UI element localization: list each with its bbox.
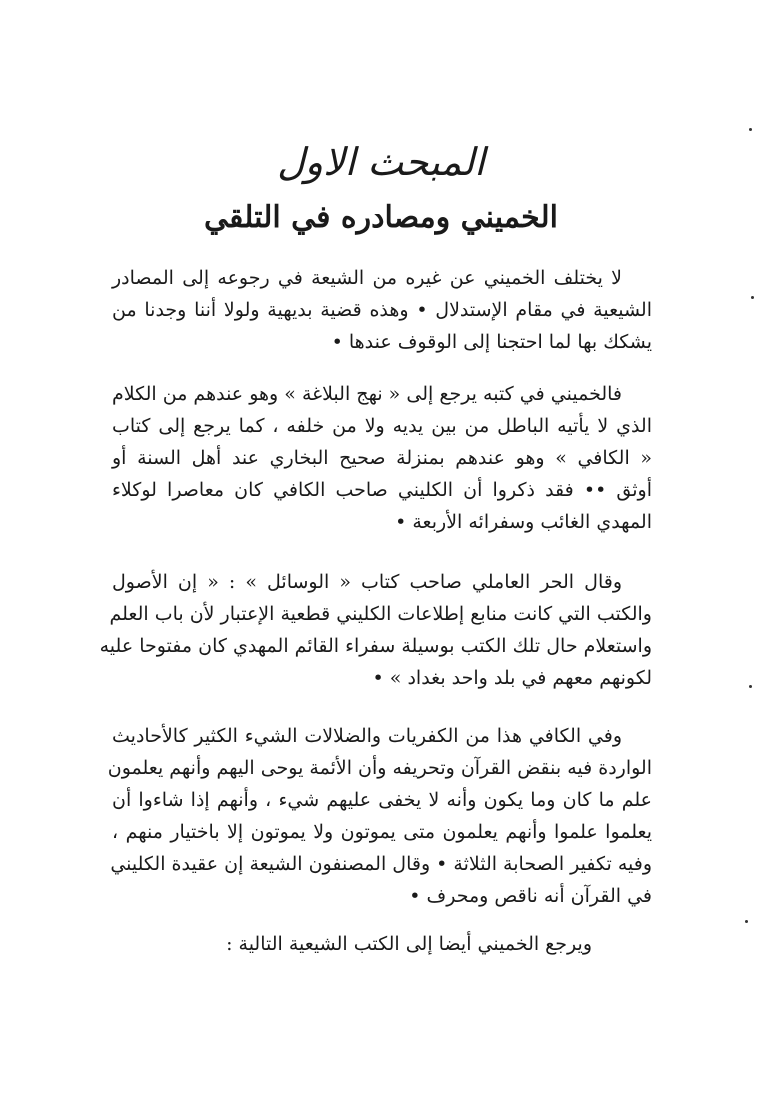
paragraph-line: أوثق •• فقد ذكروا أن الكليني صاحب الكافي كان معاصرا لوكلاء	[112, 479, 652, 501]
paragraph-line: لا يختلف الخميني عن غيره من الشيعة في رجوعه إلى المصادر	[112, 267, 622, 289]
paragraph-2	[112, 378, 652, 538]
paragraph-line: وقال الحر العاملي صاحب كتاب « الوسائل » : « إن الأصول	[112, 571, 622, 593]
paragraph-line: علم ما كان وما يكون وأنه لا يخفى عليهم شيء ، وأنهم إذا شاءوا أن	[112, 789, 652, 811]
scan-speck	[749, 685, 752, 688]
paragraph-line: فالخميني في كتبه يرجع إلى « نهج البلاغة » وهو عندهم من الكلام	[112, 383, 622, 405]
paragraph-line: الشيعية في مقام الإستدلال • وهذه قضية بديهية ولولا أننا وجدنا من	[112, 299, 652, 321]
paragraph-line: « الكافي » وهو عندهم بمنزلة صحيح البخاري عند أهل السنة أو	[112, 447, 652, 469]
scan-speck	[751, 296, 754, 299]
scan-speck	[745, 920, 748, 923]
paragraph-line: لكونهم معهم في بلد واحد بغداد » •	[372, 667, 652, 689]
paragraph-line: والكتب التي كانت منابع إطلاعات الكليني قطعية الإعتبار لأن باب العلم	[109, 603, 652, 625]
scan-speck	[749, 128, 752, 131]
paragraph-line: في القرآن أنه ناقص ومحرف •	[409, 885, 652, 907]
paragraph-line: وفي الكافي هذا من الكفريات والضلالات الشيء الكثير كالأحاديث	[112, 725, 622, 747]
paragraph-line: ويرجع الخميني أيضا إلى الكتب الشيعية التالية :	[226, 933, 592, 955]
paragraph-line: واستعلام حال تلك الكتب بوسيلة سفراء القائم المهدي كان مفتوحا عليه	[99, 635, 652, 657]
paragraph-4	[107, 720, 652, 912]
paragraph-line: يشكك بها لما احتجنا إلى الوقوف عندها •	[331, 331, 652, 353]
paragraph-line: الذي لا يأتيه الباطل من بين يديه ولا من خلفه ، كما يرجع إلى كتاب	[112, 415, 652, 437]
section-title: الخميني ومصادره في التلقي	[204, 200, 558, 235]
paragraph-1	[112, 262, 652, 358]
paragraph-line: المهدي الغائب وسفرائه الأربعة •	[395, 511, 652, 533]
paragraph-5	[82, 928, 622, 960]
paragraph-line: الواردة فيه بنقض القرآن وتحريفه وأن الأئمة يوحى اليهم وأنهم يعلمون	[107, 757, 652, 779]
paragraph-line: يعلموا علموا وأنهم يعلمون متى يموتون ولا يموتون إلا باختيار منهم ،	[112, 821, 652, 843]
paragraph-line: وفيه تكفير الصحابة الثلاثة • وقال المصنفون الشيعة إن عقيدة الكليني	[110, 853, 652, 875]
paragraph-3	[99, 566, 652, 694]
chapter-heading: المبحث الاول	[277, 140, 485, 184]
